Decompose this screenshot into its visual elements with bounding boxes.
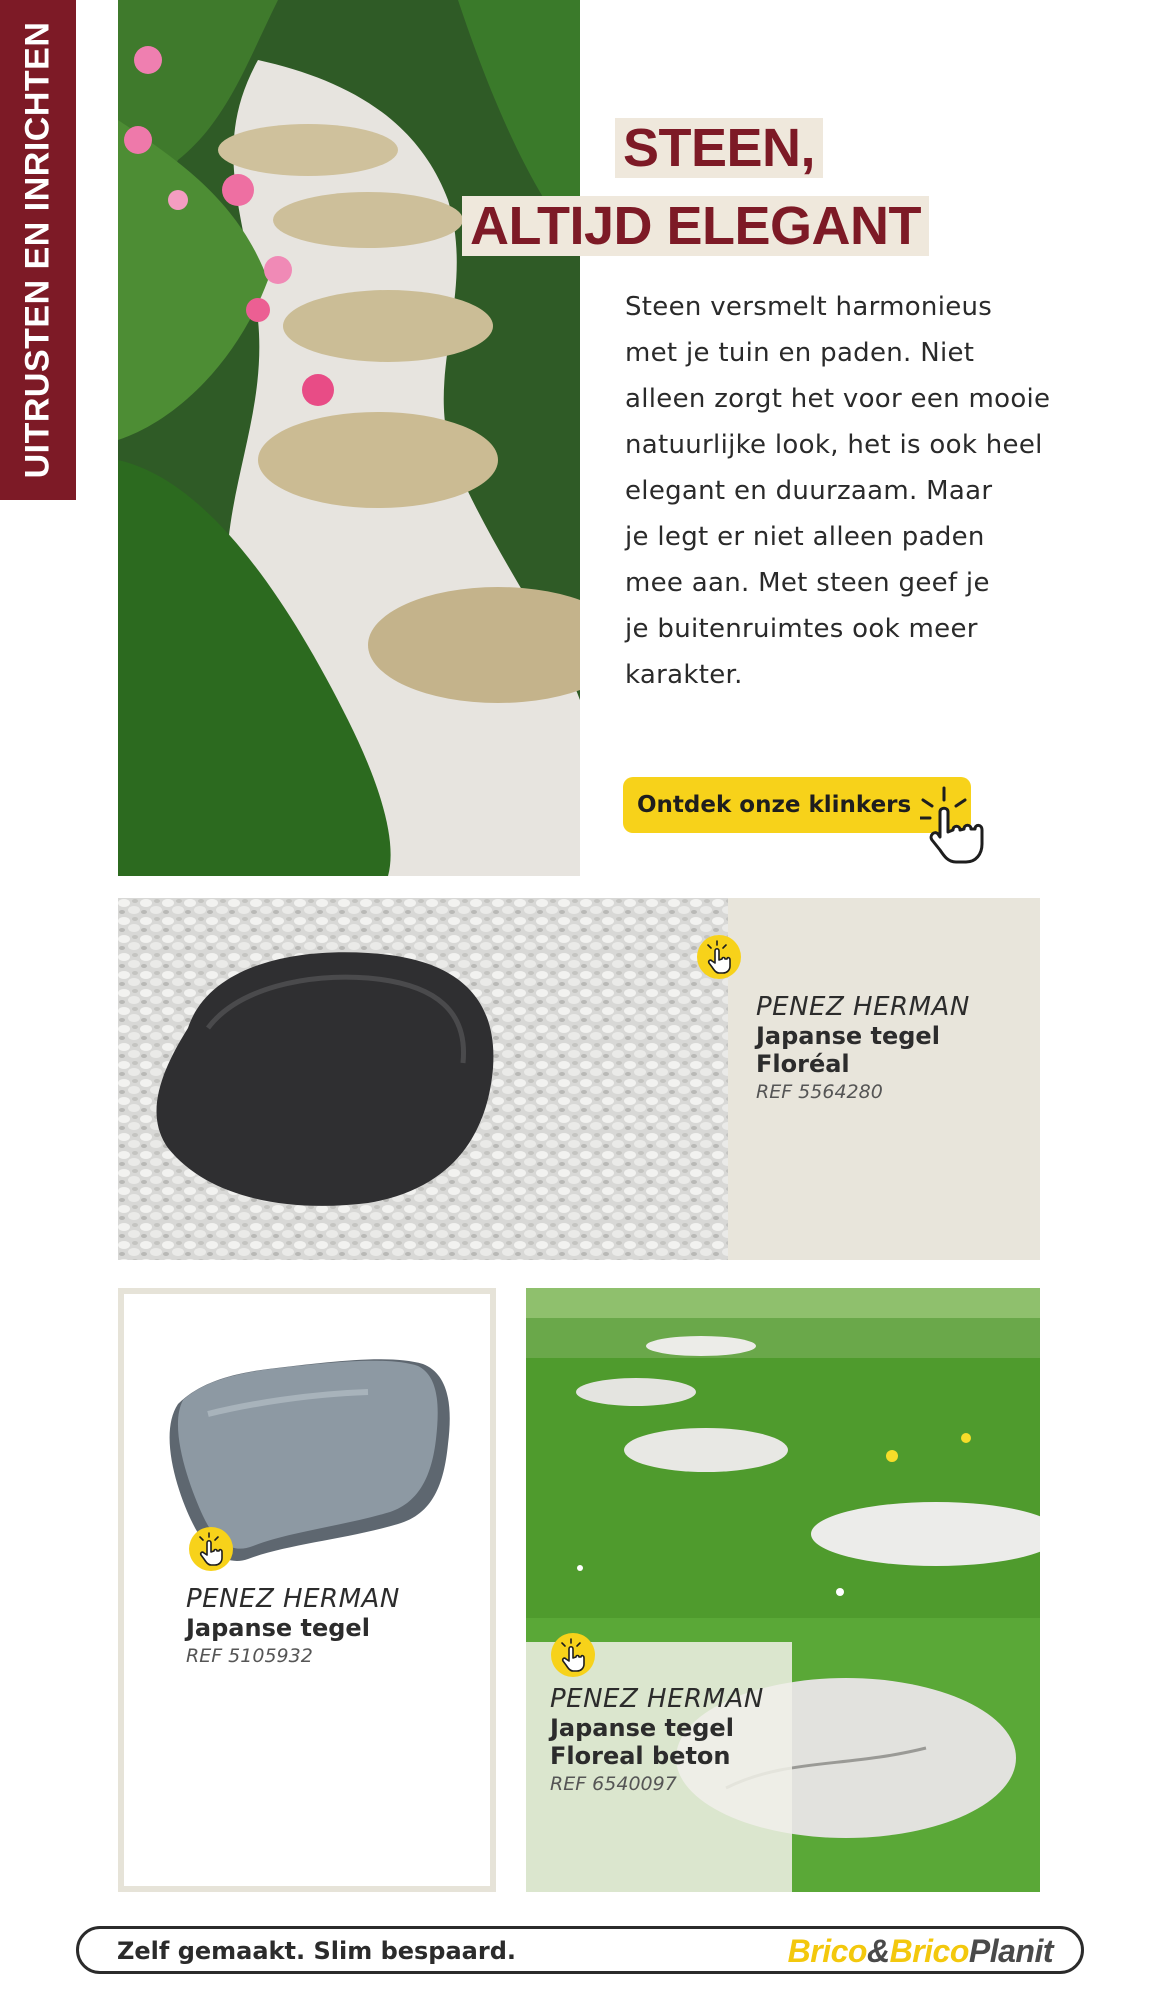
brand-logo[interactable]	[788, 1933, 1053, 1970]
intro-paragraph	[625, 284, 1085, 698]
product-name: Japanse tegel	[550, 1714, 734, 1742]
logo-ampersand: &	[866, 1933, 890, 1969]
section-side-tab	[0, 0, 76, 500]
product-photo-floreal-tile	[118, 898, 728, 1260]
product-brand: PENEZ HERMAN	[756, 992, 970, 1022]
discover-pavers-button[interactable]: Ontdek onze klinkers	[623, 777, 971, 833]
intro-line: mee aan. Met steen geef je	[625, 568, 990, 598]
product-info-panel-1	[728, 898, 1040, 1260]
hero-garden-path-photo	[118, 0, 580, 876]
tap-hand-icon[interactable]	[188, 1526, 234, 1572]
product-ref: REF 5564280	[756, 1081, 883, 1103]
logo-part-3: Planit	[968, 1933, 1053, 1969]
footer-bar	[76, 1926, 1084, 1974]
product-card-japanse-tegel	[118, 1288, 496, 1892]
tap-hand-icon[interactable]	[696, 934, 742, 980]
intro-line: je legt er niet alleen paden	[625, 522, 985, 552]
pointer-hand-icon[interactable]	[920, 782, 1004, 866]
logo-part-1: Brico	[787, 1933, 867, 1969]
product-ref: REF 5105932	[186, 1645, 313, 1667]
product-brand: PENEZ HERMAN	[186, 1584, 400, 1614]
intro-line: je buitenruimtes ook meer	[625, 614, 978, 644]
intro-line: Steen versmelt harmonieus	[625, 292, 993, 322]
intro-line: alleen zorgt het voor een mooie	[625, 384, 1051, 414]
product-name: Japanse tegel Floréal	[756, 1022, 940, 1078]
intro-line: karakter.	[625, 660, 743, 690]
tap-hand-icon[interactable]	[550, 1632, 596, 1678]
intro-line: natuurlijke look, het is ook heel	[625, 430, 1043, 460]
headline-line-2: ALTIJD ELEGANT	[462, 196, 929, 256]
footer-slogan: Zelf gemaakt. Slim bespaard.	[117, 1937, 517, 1965]
intro-line: met je tuin en paden. Niet	[625, 338, 975, 368]
logo-part-2: Brico	[889, 1933, 969, 1969]
product-ref: REF 6540097	[550, 1773, 677, 1795]
product-name: Floreal beton	[550, 1742, 731, 1770]
product-info-panel-3	[526, 1642, 792, 1892]
intro-line: elegant en duurzaam. Maar	[625, 476, 993, 506]
product-brand: PENEZ HERMAN	[550, 1684, 764, 1714]
side-tab-label: UITRUSTEN EN INRICHTEN	[18, 21, 57, 479]
headline-line-1: STEEN,	[615, 118, 823, 178]
product-name: Japanse tegel	[186, 1614, 370, 1642]
